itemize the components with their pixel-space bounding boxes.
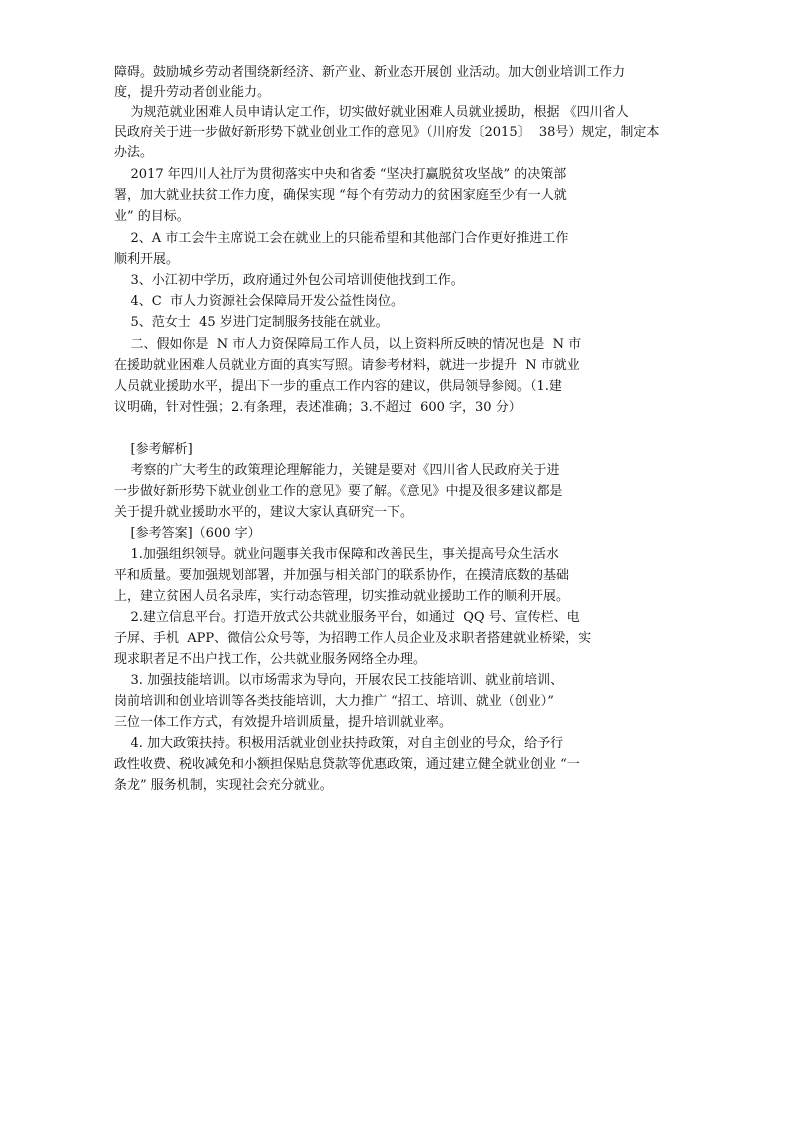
text-line: 子屏、手机 APP、微信公众号等，为招聘工作人员企业及求职者搭建就业桥梁，实 xyxy=(114,631,592,646)
text-line: 2、A 市工会牛主席说工会在就业上的只能希望和其他部门合作更好推进工作 xyxy=(114,231,569,246)
text-line: 障碍。鼓励城乡劳动者围绕新经济、新产业、新业态开展创 业活动。加大创业培训工作力 xyxy=(114,65,626,80)
text-line: 3、小江初中学历，政府通过外包公司培训使他找到工作。 xyxy=(114,273,464,288)
text-line: 办法。 xyxy=(114,145,154,160)
text-line: 4、C 市人力资源社会保障局开发公益性岗位。 xyxy=(114,294,405,309)
text-line: 顺利开展。 xyxy=(114,252,180,267)
text-line: 条龙” 服务机制，实现社会充分就业。 xyxy=(114,778,333,793)
text-line: 署，加大就业扶贫工作力度，确保实现 “每个有劳动力的贫困家庭至少有一人就 xyxy=(114,188,567,203)
text-line: 4. 加大政策扶持。积极用活就业创业扶持政策，对自主创业的号众，给予行 xyxy=(114,736,564,751)
section-heading: [参考答案]（600 字） xyxy=(114,526,261,541)
text-line: 岗前培训和创业培训等各类技能培训，大力推广 “招工、培训、就业（创业）” xyxy=(114,694,554,709)
text-line: 1.加强组织领导。就业问题事关我市保障和改善民生，事关提高号众生活水 xyxy=(114,547,559,562)
text-line: 人员就业援助水平，提出下一步的重点工作内容的建议，供局领导参阅。（1.建 xyxy=(114,379,562,394)
text-line: 平和质量。要加强规划部署，并加强与相关部门的联系协作，在摸清底数的基础 xyxy=(114,568,570,583)
text-line: 一步做好新形势下就业创业工作的意见》要了解。《意见》中提及很多建议都是 xyxy=(114,484,563,499)
text-line: 3. 加强技能培训。以市场需求为导向，开展农民工技能培训、就业前培训、 xyxy=(114,673,564,688)
text-line: 民政府关于进一步做好新形势下就业创业工作的意见》（川府发〔2015〕 38号）规定，制定本 xyxy=(114,125,660,140)
text-line: 议明确，针对性强；2.有条理，表述准确；3.不超过 600 字，30 分） xyxy=(114,400,522,415)
text-line: 二、假如你是 N 市人力资保障局工作人员，以上资料所反映的情况也是 N 市 xyxy=(114,337,582,352)
text-line: 考察的广大考生的政策理论理解能力，关键是要对《四川省人民政府关于进 xyxy=(114,463,560,478)
text-line: 业” 的目标。 xyxy=(114,209,190,224)
section-heading: [参考解析] xyxy=(114,442,193,457)
text-line: 5、范女士 45 岁进门定制服务技能在就业。 xyxy=(114,315,389,330)
text-line: 现求职者足不出户找工作，公共就业服务网络全办理。 xyxy=(114,652,427,667)
text-line: 为规范就业困难人员申请认定工作，切实做好就业困难人员就业援助，根据 《四川省人 xyxy=(114,105,629,120)
text-line: 三位一体工作方式，有效提升培训质量，提升培训就业率。 xyxy=(114,715,453,730)
text-line: 关于提升就业援助水平的，建议大家认真研究一下。 xyxy=(114,505,414,520)
text-line: 政性收费、税收减免和小额担保贴息贷款等优惠政策，通过建立健全就业创业 “一 xyxy=(114,757,580,772)
text-line: 2.建立信息平台。打造开放式公共就业服务平台，如通过 QQ 号、宣传栏、电 xyxy=(114,610,580,625)
text-line: 度，提升劳动者创业能力。 xyxy=(114,85,271,100)
text-line: 在援助就业困难人员就业方面的真实写照。请参考材料，就进一步提升 N 市就业 xyxy=(114,358,580,373)
text-line: 2017 年四川人社厅为贯彻落实中央和省委 “坚决打赢脱贫攻坚战” 的决策部 xyxy=(114,167,567,182)
text-line: 上，建立贫困人员名录库，实行动态管理，切实推动就业援助工作的顺利开展。 xyxy=(114,589,570,604)
